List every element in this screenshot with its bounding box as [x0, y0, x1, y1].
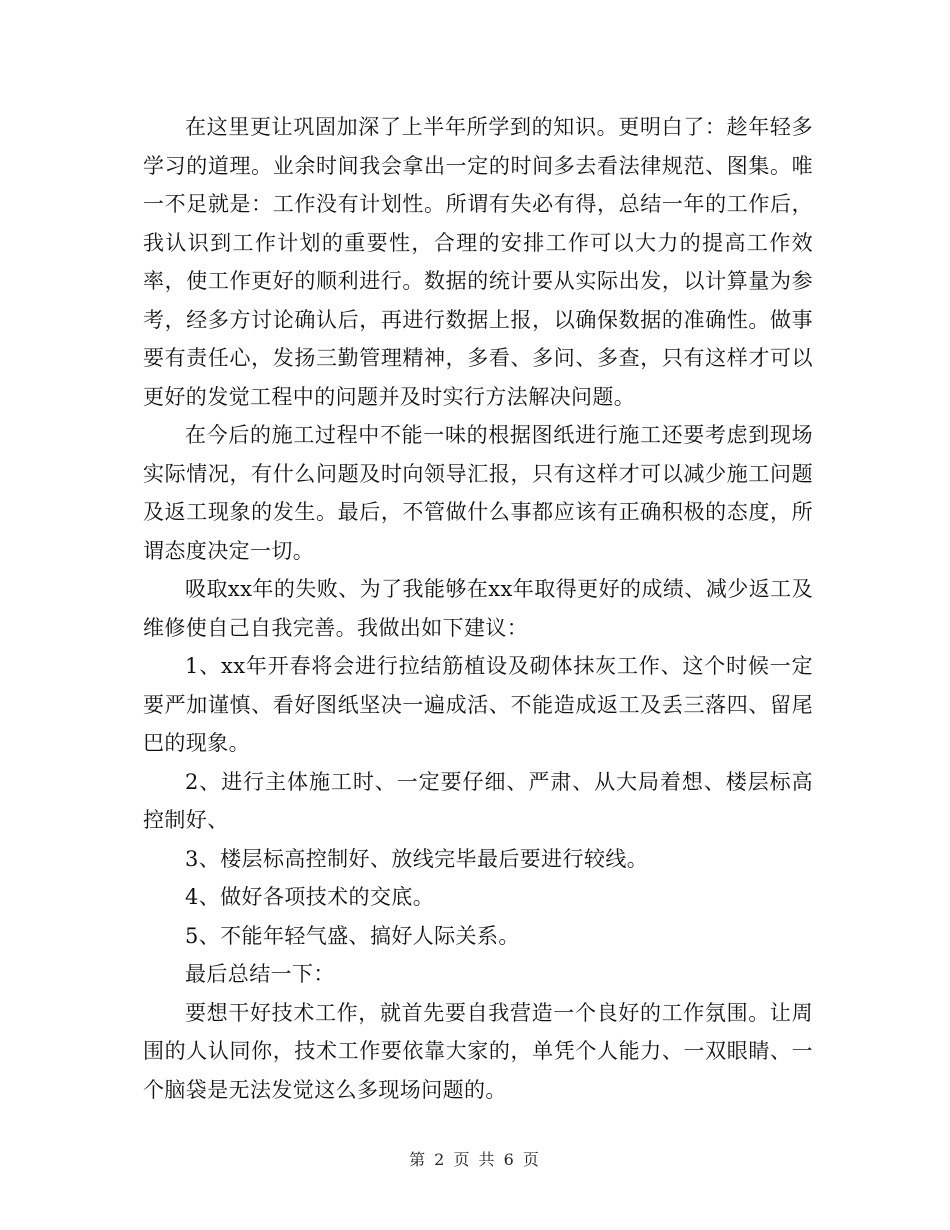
suggestion-item-5: 5、不能年轻气盛、搞好人际关系。 [185, 923, 520, 948]
suggestion-item-2: 2、进行主体施工时、一定要仔细、严肃、从大局着想、楼层标高控制好、 [143, 769, 813, 832]
suggestion-item-3: 3、楼层标高控制好、放线完毕最后要进行较线。 [185, 846, 649, 871]
paragraph-future-work: 在今后的施工过程中不能一味的根据图纸进行施工还要考虑到现场实际情况，有什么问题及时向领导汇报，只有这样才可以减少施工问题及返工现象的发生。最后，不管做什么事都应该有正确积极的态度，所谓态度决定一切。 [143, 423, 813, 563]
document-body [143, 108, 813, 1109]
paragraph-summary: 在这里更让巩固加深了上半年所学到的知识。更明白了：趁年轻多学习的道理。业余时间我会拿出一定的时间多去看法律规范、图集。唯一不足就是：工作没有计划性。所谓有失必有得，总结一年的工作后，我认识到工作计划的重要性，合理的安排工作可以大力的提高工作效率，使工作更好的顺利进行。数据的统计要从实际出发，以计算量为参考，经多方讨论确认后，再进行数据上报，以确保数据的准确性。做事要有责任心，发扬三勤管理精神，多看、多问、多查，只有这样才可以更好的发觉工程中的问题并及时实行方法解决问题。 [143, 115, 813, 409]
paragraph-conclusion: 要想干好技术工作，就首先要自我营造一个良好的工作氛围。让周围的人认同你，技术工作要依靠大家的，单凭个人能力、一双眼睛、一个脑袋是无法发觉这么多现场问题的。 [143, 1000, 813, 1102]
suggestion-item-4: 4、做好各项技术的交底。 [185, 885, 435, 909]
page-number-footer: 第 2 页 共 6 页 [409, 1150, 541, 1169]
suggestion-item-1: 1、xx年开春将会进行拉结筋植设及砌体抹灰工作、这个时候一定要严加谨慎、看好图纸坚决一遍成活、不能造成返工及丢三落四、留尾巴的现象。 [143, 654, 813, 755]
paragraph-lessons: 吸取xx年的失败、为了我能够在xx年取得更好的成绩、减少返工及维修使自己自我完善。我做出如下建议： [143, 577, 813, 640]
paragraph-conclusion-heading: 最后总结一下： [185, 962, 335, 986]
